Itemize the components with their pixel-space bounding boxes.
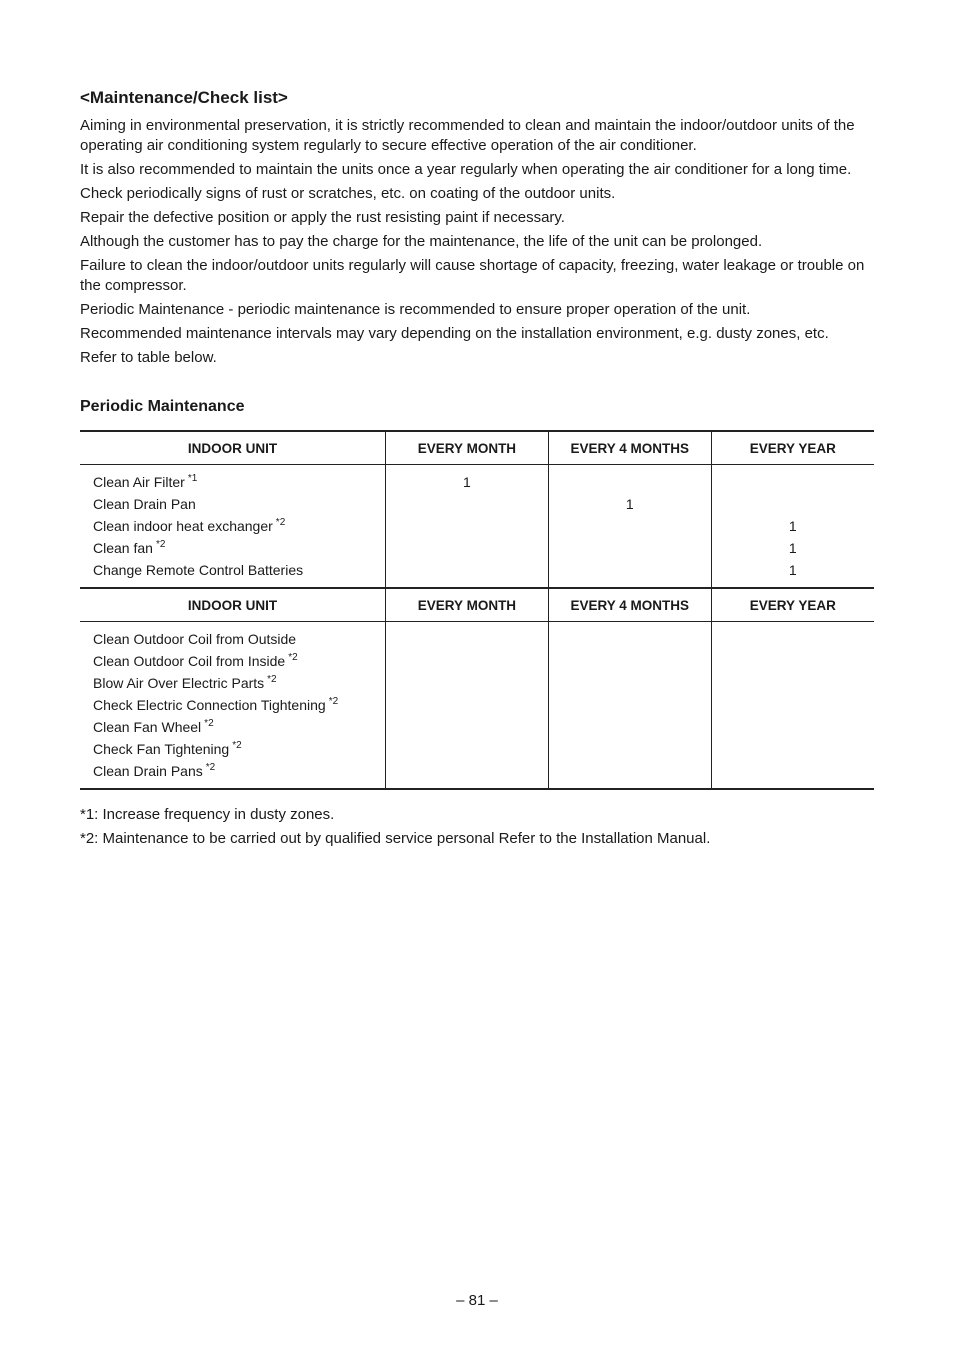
- footnote-ref: *2: [288, 652, 298, 663]
- interval-value: 1: [463, 474, 471, 490]
- list-item: [93, 471, 385, 493]
- periodic-maintenance-heading: Periodic Maintenance: [80, 398, 245, 415]
- list-item: [93, 760, 385, 782]
- list-item: [93, 537, 385, 559]
- list-item: [93, 493, 385, 515]
- footnote-ref: *2: [328, 696, 339, 707]
- list-item: [93, 628, 385, 650]
- column-header: EVERY YEAR: [711, 588, 874, 622]
- interval-value: 1: [788, 562, 797, 578]
- interval-value: [712, 493, 874, 515]
- intro-paragraph: Aiming in environmental preservation, it is strictly recommended to clean and maintain the indoor/outdoor units of the operating air conditioning system regularly to secure effective operation of the air conditioner.: [80, 117, 855, 154]
- footnote-ref: *2: [205, 762, 216, 773]
- every-year-cell: [711, 465, 874, 589]
- page-number: – 81 –: [456, 1292, 498, 1309]
- item-cell: [80, 622, 386, 790]
- list-item: [93, 716, 385, 738]
- item-label: Clean Drain Pans: [93, 763, 203, 779]
- page-title: <Maintenance/Check list>: [80, 88, 288, 107]
- list-item: [93, 559, 385, 581]
- intro-paragraph: Failure to clean the indoor/outdoor units regularly will cause shortage of capacity, freezing, water leakage or trouble on the compressor.: [80, 257, 865, 294]
- intro-paragraph: Refer to table below.: [80, 349, 217, 366]
- footnote: *1: Increase frequency in dusty zones.: [80, 806, 335, 823]
- every-4-months-cell: [548, 465, 711, 589]
- footnote-ref: *1: [187, 473, 198, 484]
- table-row: [80, 622, 874, 790]
- column-header: INDOOR UNIT: [80, 588, 386, 622]
- table-header-row: [80, 431, 874, 465]
- item-label: Clean Air Filter: [93, 474, 185, 490]
- interval-value: [549, 537, 711, 559]
- footnote-ref: *2: [232, 740, 242, 751]
- item-label: Clean Outdoor Coil from Inside: [93, 653, 286, 669]
- interval-value: [386, 537, 548, 559]
- item-cell: [80, 465, 386, 589]
- interval-value: 1: [788, 518, 797, 534]
- interval-value: 1: [625, 496, 634, 512]
- footnote-ref: *2: [267, 674, 277, 685]
- list-item: [93, 672, 385, 694]
- every-month-cell: [386, 465, 549, 589]
- item-label: Clean indoor heat exchanger: [93, 518, 273, 534]
- column-header: EVERY 4 MONTHS: [548, 431, 711, 465]
- interval-value: [386, 559, 548, 581]
- footnote-ref: *2: [204, 718, 214, 729]
- list-item: [93, 738, 385, 760]
- column-header: INDOOR UNIT: [80, 431, 386, 465]
- interval-value: [549, 515, 711, 537]
- item-label: Check Electric Connection Tightening: [93, 697, 326, 713]
- table-header-row: [80, 588, 874, 622]
- every-year-cell: [711, 622, 874, 790]
- column-header: EVERY 4 MONTHS: [548, 588, 711, 622]
- interval-value: [549, 559, 711, 581]
- every-4-months-cell: [548, 622, 711, 790]
- interval-value: [549, 471, 711, 493]
- interval-value: 1: [788, 540, 797, 556]
- maintenance-table: [80, 430, 874, 790]
- every-month-cell: [386, 622, 549, 790]
- intro-paragraph: Periodic Maintenance - periodic maintenance is recommended to ensure proper operation of the unit.: [80, 301, 751, 318]
- footnote-ref: *2: [275, 517, 286, 528]
- table-row: [80, 465, 874, 589]
- item-label: Clean Drain Pan: [93, 496, 196, 512]
- interval-value: [386, 493, 548, 515]
- intro-text: [80, 116, 875, 372]
- intro-paragraph: Recommended maintenance intervals may vary depending on the installation environment, e.g. dusty zones, etc.: [80, 325, 829, 342]
- item-label: Clean Fan Wheel: [93, 719, 202, 735]
- intro-paragraph: It is also recommended to maintain the units once a year regularly when operating the air conditioner for a long time.: [80, 161, 852, 178]
- item-label: Check Fan Tightening: [93, 741, 230, 757]
- item-label: Change Remote Control Batteries: [93, 562, 304, 578]
- list-item: [93, 650, 385, 672]
- item-label: Clean Outdoor Coil from Outside: [93, 631, 297, 647]
- interval-value: [386, 515, 548, 537]
- interval-value: [712, 471, 874, 493]
- intro-paragraph: Check periodically signs of rust or scratches, etc. on coating of the outdoor units.: [80, 185, 616, 202]
- list-item: [93, 694, 385, 716]
- footnote: *2: Maintenance to be carried out by qualified service personal Refer to the Installation Manual.: [80, 830, 711, 847]
- list-item: [93, 515, 385, 537]
- footnotes: [80, 803, 710, 851]
- intro-paragraph: Repair the defective position or apply the rust resisting paint if necessary.: [80, 209, 565, 226]
- item-label: Blow Air Over Electric Parts: [93, 675, 265, 691]
- column-header: EVERY MONTH: [386, 588, 549, 622]
- column-header: EVERY MONTH: [386, 431, 549, 465]
- intro-paragraph: Although the customer has to pay the charge for the maintenance, the life of the unit can be prolonged.: [80, 233, 763, 250]
- footnote-ref: *2: [155, 539, 166, 550]
- column-header: EVERY YEAR: [711, 431, 874, 465]
- item-label: Clean fan: [93, 540, 153, 556]
